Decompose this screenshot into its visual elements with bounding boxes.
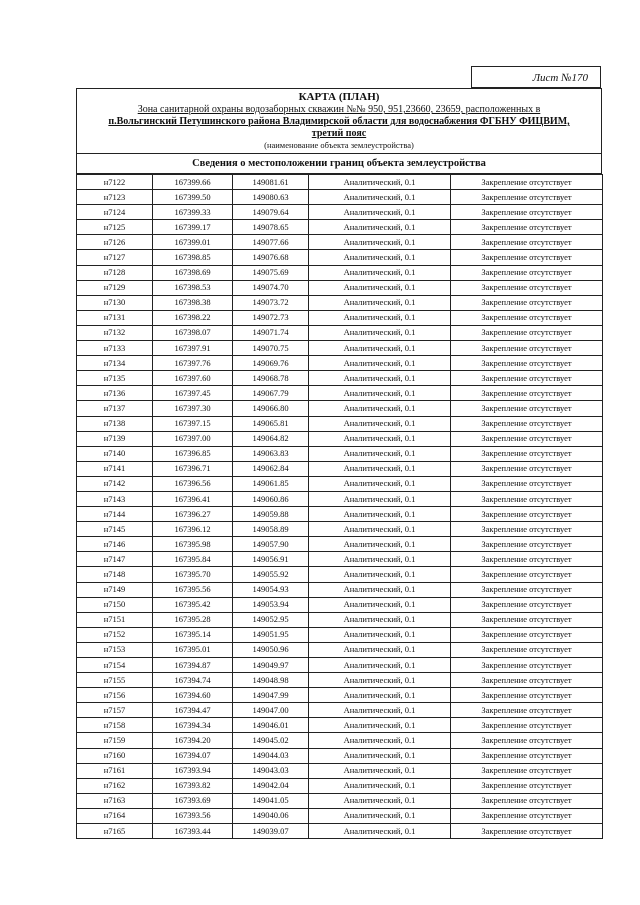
method-accuracy-cell: Аналитический, 0.1	[309, 235, 451, 250]
point-id-cell: н7154	[77, 658, 153, 673]
method-accuracy-cell: Аналитический, 0.1	[309, 310, 451, 325]
table-row	[77, 386, 603, 401]
y-coordinate-cell: 149063.83	[233, 446, 309, 461]
method-accuracy-cell: Аналитический, 0.1	[309, 295, 451, 310]
point-id-cell: н7128	[77, 265, 153, 280]
method-accuracy-cell: Аналитический, 0.1	[309, 658, 451, 673]
point-id-cell: н7131	[77, 310, 153, 325]
y-coordinate-cell: 149071.74	[233, 325, 309, 340]
point-id-cell: н7158	[77, 718, 153, 733]
method-accuracy-cell: Аналитический, 0.1	[309, 688, 451, 703]
y-coordinate-cell: 149068.78	[233, 371, 309, 386]
marking-cell: Закрепление отсутствует	[451, 642, 603, 657]
method-accuracy-cell: Аналитический, 0.1	[309, 778, 451, 793]
coordinates-table	[76, 174, 603, 839]
method-accuracy-cell: Аналитический, 0.1	[309, 808, 451, 823]
x-coordinate-cell: 167399.66	[153, 175, 233, 190]
x-coordinate-cell: 167399.50	[153, 190, 233, 205]
y-coordinate-cell: 149064.82	[233, 431, 309, 446]
marking-cell: Закрепление отсутствует	[451, 748, 603, 763]
x-coordinate-cell: 167394.60	[153, 688, 233, 703]
table-row	[77, 371, 603, 386]
table-row	[77, 718, 603, 733]
table-row	[77, 507, 603, 522]
x-coordinate-cell: 167399.17	[153, 220, 233, 235]
object-name-line-2: п.Вольгинский Петушинского района Владимирской области для водоснабжения ФГБНУ ФИЦВИМ,	[108, 116, 570, 127]
table-row	[77, 476, 603, 491]
marking-cell: Закрепление отсутствует	[451, 341, 603, 356]
x-coordinate-cell: 167393.82	[153, 778, 233, 793]
x-coordinate-cell: 167397.91	[153, 341, 233, 356]
marking-cell: Закрепление отсутствует	[451, 371, 603, 386]
x-coordinate-cell: 167396.27	[153, 507, 233, 522]
point-id-cell: н7135	[77, 371, 153, 386]
method-accuracy-cell: Аналитический, 0.1	[309, 552, 451, 567]
x-coordinate-cell: 167393.69	[153, 793, 233, 808]
method-accuracy-cell: Аналитический, 0.1	[309, 386, 451, 401]
point-id-cell: н7127	[77, 250, 153, 265]
table-row	[77, 190, 603, 205]
table-row	[77, 552, 603, 567]
marking-cell: Закрепление отсутствует	[451, 597, 603, 612]
x-coordinate-cell: 167395.70	[153, 567, 233, 582]
marking-cell: Закрепление отсутствует	[451, 476, 603, 491]
method-accuracy-cell: Аналитический, 0.1	[309, 703, 451, 718]
point-id-cell: н7159	[77, 733, 153, 748]
table-row	[77, 808, 603, 823]
y-coordinate-cell: 149050.96	[233, 642, 309, 657]
point-id-cell: н7160	[77, 748, 153, 763]
point-id-cell: н7138	[77, 416, 153, 431]
table-row	[77, 793, 603, 808]
y-coordinate-cell: 149062.84	[233, 461, 309, 476]
method-accuracy-cell: Аналитический, 0.1	[309, 793, 451, 808]
point-id-cell: н7142	[77, 476, 153, 491]
marking-cell: Закрепление отсутствует	[451, 718, 603, 733]
marking-cell: Закрепление отсутствует	[451, 325, 603, 340]
x-coordinate-cell: 167396.71	[153, 461, 233, 476]
point-id-cell: н7149	[77, 582, 153, 597]
table-row	[77, 522, 603, 537]
y-coordinate-cell: 149039.07	[233, 824, 309, 839]
x-coordinate-cell: 167394.87	[153, 658, 233, 673]
point-id-cell: н7161	[77, 763, 153, 778]
x-coordinate-cell: 167398.07	[153, 325, 233, 340]
x-coordinate-cell: 167398.38	[153, 295, 233, 310]
marking-cell: Закрепление отсутствует	[451, 552, 603, 567]
marking-cell: Закрепление отсутствует	[451, 567, 603, 582]
table-row	[77, 280, 603, 295]
marking-cell: Закрепление отсутствует	[451, 688, 603, 703]
method-accuracy-cell: Аналитический, 0.1	[309, 522, 451, 537]
point-id-cell: н7146	[77, 537, 153, 552]
point-id-cell: н7140	[77, 446, 153, 461]
marking-cell: Закрепление отсутствует	[451, 175, 603, 190]
method-accuracy-cell: Аналитический, 0.1	[309, 507, 451, 522]
point-id-cell: н7151	[77, 612, 153, 627]
object-name-line-3: третий пояс	[311, 128, 367, 139]
table-row	[77, 673, 603, 688]
x-coordinate-cell: 167397.45	[153, 386, 233, 401]
table-row	[77, 491, 603, 506]
table-row	[77, 356, 603, 371]
table-row	[77, 205, 603, 220]
y-coordinate-cell: 149057.90	[233, 537, 309, 552]
method-accuracy-cell: Аналитический, 0.1	[309, 325, 451, 340]
y-coordinate-cell: 149056.91	[233, 552, 309, 567]
method-accuracy-cell: Аналитический, 0.1	[309, 642, 451, 657]
point-id-cell: н7162	[77, 778, 153, 793]
x-coordinate-cell: 167397.76	[153, 356, 233, 371]
point-id-cell: н7145	[77, 522, 153, 537]
point-id-cell: н7144	[77, 507, 153, 522]
marking-cell: Закрепление отсутствует	[451, 612, 603, 627]
method-accuracy-cell: Аналитический, 0.1	[309, 280, 451, 295]
x-coordinate-cell: 167396.56	[153, 476, 233, 491]
marking-cell: Закрепление отсутствует	[451, 235, 603, 250]
point-id-cell: н7134	[77, 356, 153, 371]
marking-cell: Закрепление отсутствует	[451, 537, 603, 552]
y-coordinate-cell: 149055.92	[233, 567, 309, 582]
y-coordinate-cell: 149044.03	[233, 748, 309, 763]
point-id-cell: н7133	[77, 341, 153, 356]
marking-cell: Закрепление отсутствует	[451, 582, 603, 597]
method-accuracy-cell: Аналитический, 0.1	[309, 597, 451, 612]
x-coordinate-cell: 167394.34	[153, 718, 233, 733]
table-row	[77, 235, 603, 250]
x-coordinate-cell: 167395.01	[153, 642, 233, 657]
marking-cell: Закрепление отсутствует	[451, 250, 603, 265]
method-accuracy-cell: Аналитический, 0.1	[309, 205, 451, 220]
point-id-cell: н7148	[77, 567, 153, 582]
y-coordinate-cell: 149045.02	[233, 733, 309, 748]
point-id-cell: н7136	[77, 386, 153, 401]
x-coordinate-cell: 167394.07	[153, 748, 233, 763]
point-id-cell: н7156	[77, 688, 153, 703]
method-accuracy-cell: Аналитический, 0.1	[309, 582, 451, 597]
method-accuracy-cell: Аналитический, 0.1	[309, 461, 451, 476]
method-accuracy-cell: Аналитический, 0.1	[309, 733, 451, 748]
method-accuracy-cell: Аналитический, 0.1	[309, 175, 451, 190]
table-row	[77, 733, 603, 748]
table-row	[77, 295, 603, 310]
point-id-cell: н7129	[77, 280, 153, 295]
y-coordinate-cell: 149070.75	[233, 341, 309, 356]
method-accuracy-cell: Аналитический, 0.1	[309, 763, 451, 778]
table-row	[77, 341, 603, 356]
x-coordinate-cell: 167396.85	[153, 446, 233, 461]
table-row	[77, 537, 603, 552]
x-coordinate-cell: 167397.00	[153, 431, 233, 446]
y-coordinate-cell: 149061.85	[233, 476, 309, 491]
document-title: КАРТА (ПЛАН)	[298, 91, 380, 103]
y-coordinate-cell: 149049.97	[233, 658, 309, 673]
point-id-cell: н7123	[77, 190, 153, 205]
y-coordinate-cell: 149042.04	[233, 778, 309, 793]
table-row	[77, 642, 603, 657]
marking-cell: Закрепление отсутствует	[451, 310, 603, 325]
marking-cell: Закрепление отсутствует	[451, 295, 603, 310]
marking-cell: Закрепление отсутствует	[451, 703, 603, 718]
method-accuracy-cell: Аналитический, 0.1	[309, 627, 451, 642]
marking-cell: Закрепление отсутствует	[451, 265, 603, 280]
y-coordinate-cell: 149079.64	[233, 205, 309, 220]
y-coordinate-cell: 149073.72	[233, 295, 309, 310]
marking-cell: Закрепление отсутствует	[451, 658, 603, 673]
y-coordinate-cell: 149080.63	[233, 190, 309, 205]
marking-cell: Закрепление отсутствует	[451, 763, 603, 778]
x-coordinate-cell: 167398.69	[153, 265, 233, 280]
point-id-cell: н7147	[77, 552, 153, 567]
y-coordinate-cell: 149040.06	[233, 808, 309, 823]
x-coordinate-cell: 167393.44	[153, 824, 233, 839]
point-id-cell: н7139	[77, 431, 153, 446]
table-row	[77, 582, 603, 597]
table-row	[77, 748, 603, 763]
table-row	[77, 446, 603, 461]
x-coordinate-cell: 167394.74	[153, 673, 233, 688]
x-coordinate-cell: 167397.60	[153, 371, 233, 386]
point-id-cell: н7165	[77, 824, 153, 839]
y-coordinate-cell: 149059.88	[233, 507, 309, 522]
x-coordinate-cell: 167398.22	[153, 310, 233, 325]
marking-cell: Закрепление отсутствует	[451, 491, 603, 506]
method-accuracy-cell: Аналитический, 0.1	[309, 491, 451, 506]
point-id-cell: н7164	[77, 808, 153, 823]
x-coordinate-cell: 167395.42	[153, 597, 233, 612]
table-row	[77, 567, 603, 582]
point-id-cell: н7126	[77, 235, 153, 250]
x-coordinate-cell: 167398.53	[153, 280, 233, 295]
x-coordinate-cell: 167396.41	[153, 491, 233, 506]
point-id-cell: н7141	[77, 461, 153, 476]
table-row	[77, 461, 603, 476]
sheet-number: Лист №170	[471, 66, 601, 88]
y-coordinate-cell: 149081.61	[233, 175, 309, 190]
method-accuracy-cell: Аналитический, 0.1	[309, 446, 451, 461]
y-coordinate-cell: 149065.81	[233, 416, 309, 431]
method-accuracy-cell: Аналитический, 0.1	[309, 431, 451, 446]
marking-cell: Закрепление отсутствует	[451, 793, 603, 808]
method-accuracy-cell: Аналитический, 0.1	[309, 537, 451, 552]
x-coordinate-cell: 167393.94	[153, 763, 233, 778]
table-row	[77, 703, 603, 718]
point-id-cell: н7125	[77, 220, 153, 235]
table-row	[77, 175, 603, 190]
y-coordinate-cell: 149072.73	[233, 310, 309, 325]
y-coordinate-cell: 149077.66	[233, 235, 309, 250]
table-row	[77, 627, 603, 642]
marking-cell: Закрепление отсутствует	[451, 778, 603, 793]
point-id-cell: н7124	[77, 205, 153, 220]
x-coordinate-cell: 167395.28	[153, 612, 233, 627]
point-id-cell: н7130	[77, 295, 153, 310]
y-coordinate-cell: 149043.03	[233, 763, 309, 778]
table-row	[77, 416, 603, 431]
coordinates-table-body	[77, 175, 603, 839]
marking-cell: Закрепление отсутствует	[451, 190, 603, 205]
y-coordinate-cell: 149066.80	[233, 401, 309, 416]
y-coordinate-cell: 149047.99	[233, 688, 309, 703]
marking-cell: Закрепление отсутствует	[451, 824, 603, 839]
marking-cell: Закрепление отсутствует	[451, 522, 603, 537]
table-row	[77, 265, 603, 280]
table-row	[77, 250, 603, 265]
x-coordinate-cell: 167395.56	[153, 582, 233, 597]
y-coordinate-cell: 149048.98	[233, 673, 309, 688]
point-id-cell: н7152	[77, 627, 153, 642]
x-coordinate-cell: 167395.98	[153, 537, 233, 552]
x-coordinate-cell: 167397.15	[153, 416, 233, 431]
point-id-cell: н7132	[77, 325, 153, 340]
y-coordinate-cell: 149054.93	[233, 582, 309, 597]
method-accuracy-cell: Аналитический, 0.1	[309, 220, 451, 235]
table-row	[77, 612, 603, 627]
method-accuracy-cell: Аналитический, 0.1	[309, 356, 451, 371]
table-row	[77, 658, 603, 673]
y-coordinate-cell: 149041.05	[233, 793, 309, 808]
table-row	[77, 431, 603, 446]
marking-cell: Закрепление отсутствует	[451, 507, 603, 522]
method-accuracy-cell: Аналитический, 0.1	[309, 476, 451, 491]
y-coordinate-cell: 149074.70	[233, 280, 309, 295]
marking-cell: Закрепление отсутствует	[451, 416, 603, 431]
x-coordinate-cell: 167394.47	[153, 703, 233, 718]
y-coordinate-cell: 149060.86	[233, 491, 309, 506]
y-coordinate-cell: 149052.95	[233, 612, 309, 627]
y-coordinate-cell: 149047.00	[233, 703, 309, 718]
method-accuracy-cell: Аналитический, 0.1	[309, 401, 451, 416]
marking-cell: Закрепление отсутствует	[451, 461, 603, 476]
method-accuracy-cell: Аналитический, 0.1	[309, 718, 451, 733]
method-accuracy-cell: Аналитический, 0.1	[309, 673, 451, 688]
marking-cell: Закрепление отсутствует	[451, 808, 603, 823]
point-id-cell: н7163	[77, 793, 153, 808]
object-name-line-1: Зона санитарной охраны водозаборных скважин №№ 950, 951,23660, 23659, расположенных в	[137, 104, 541, 115]
table-row	[77, 824, 603, 839]
document-header	[76, 88, 602, 154]
point-id-cell: н7155	[77, 673, 153, 688]
method-accuracy-cell: Аналитический, 0.1	[309, 567, 451, 582]
marking-cell: Закрепление отсутствует	[451, 220, 603, 235]
method-accuracy-cell: Аналитический, 0.1	[309, 748, 451, 763]
x-coordinate-cell: 167394.20	[153, 733, 233, 748]
marking-cell: Закрепление отсутствует	[451, 627, 603, 642]
marking-cell: Закрепление отсутствует	[451, 733, 603, 748]
table-row	[77, 220, 603, 235]
x-coordinate-cell: 167398.85	[153, 250, 233, 265]
y-coordinate-cell: 149076.68	[233, 250, 309, 265]
x-coordinate-cell: 167399.33	[153, 205, 233, 220]
marking-cell: Закрепление отсутствует	[451, 401, 603, 416]
point-id-cell: н7153	[77, 642, 153, 657]
point-id-cell: н7137	[77, 401, 153, 416]
x-coordinate-cell: 167395.14	[153, 627, 233, 642]
method-accuracy-cell: Аналитический, 0.1	[309, 824, 451, 839]
y-coordinate-cell: 149067.79	[233, 386, 309, 401]
point-id-cell: н7122	[77, 175, 153, 190]
table-row	[77, 763, 603, 778]
table-row	[77, 310, 603, 325]
table-row	[77, 401, 603, 416]
marking-cell: Закрепление отсутствует	[451, 431, 603, 446]
y-coordinate-cell: 149046.01	[233, 718, 309, 733]
method-accuracy-cell: Аналитический, 0.1	[309, 612, 451, 627]
y-coordinate-cell: 149058.89	[233, 522, 309, 537]
table-row	[77, 688, 603, 703]
x-coordinate-cell: 167399.01	[153, 235, 233, 250]
x-coordinate-cell: 167396.12	[153, 522, 233, 537]
object-name-caption: (наименование объекта землеустройства)	[264, 140, 414, 150]
method-accuracy-cell: Аналитический, 0.1	[309, 250, 451, 265]
y-coordinate-cell: 149075.69	[233, 265, 309, 280]
y-coordinate-cell: 149051.95	[233, 627, 309, 642]
marking-cell: Закрепление отсутствует	[451, 280, 603, 295]
method-accuracy-cell: Аналитический, 0.1	[309, 341, 451, 356]
method-accuracy-cell: Аналитический, 0.1	[309, 371, 451, 386]
marking-cell: Закрепление отсутствует	[451, 205, 603, 220]
point-id-cell: н7150	[77, 597, 153, 612]
marking-cell: Закрепление отсутствует	[451, 446, 603, 461]
x-coordinate-cell: 167397.30	[153, 401, 233, 416]
point-id-cell: н7143	[77, 491, 153, 506]
y-coordinate-cell: 149069.76	[233, 356, 309, 371]
section-title: Сведения о местоположении границ объекта землеустройства	[76, 154, 602, 174]
marking-cell: Закрепление отсутствует	[451, 386, 603, 401]
table-row	[77, 597, 603, 612]
point-id-cell: н7157	[77, 703, 153, 718]
y-coordinate-cell: 149053.94	[233, 597, 309, 612]
marking-cell: Закрепление отсутствует	[451, 356, 603, 371]
marking-cell: Закрепление отсутствует	[451, 673, 603, 688]
table-row	[77, 325, 603, 340]
x-coordinate-cell: 167393.56	[153, 808, 233, 823]
table-row	[77, 778, 603, 793]
method-accuracy-cell: Аналитический, 0.1	[309, 265, 451, 280]
x-coordinate-cell: 167395.84	[153, 552, 233, 567]
method-accuracy-cell: Аналитический, 0.1	[309, 416, 451, 431]
method-accuracy-cell: Аналитический, 0.1	[309, 190, 451, 205]
y-coordinate-cell: 149078.65	[233, 220, 309, 235]
